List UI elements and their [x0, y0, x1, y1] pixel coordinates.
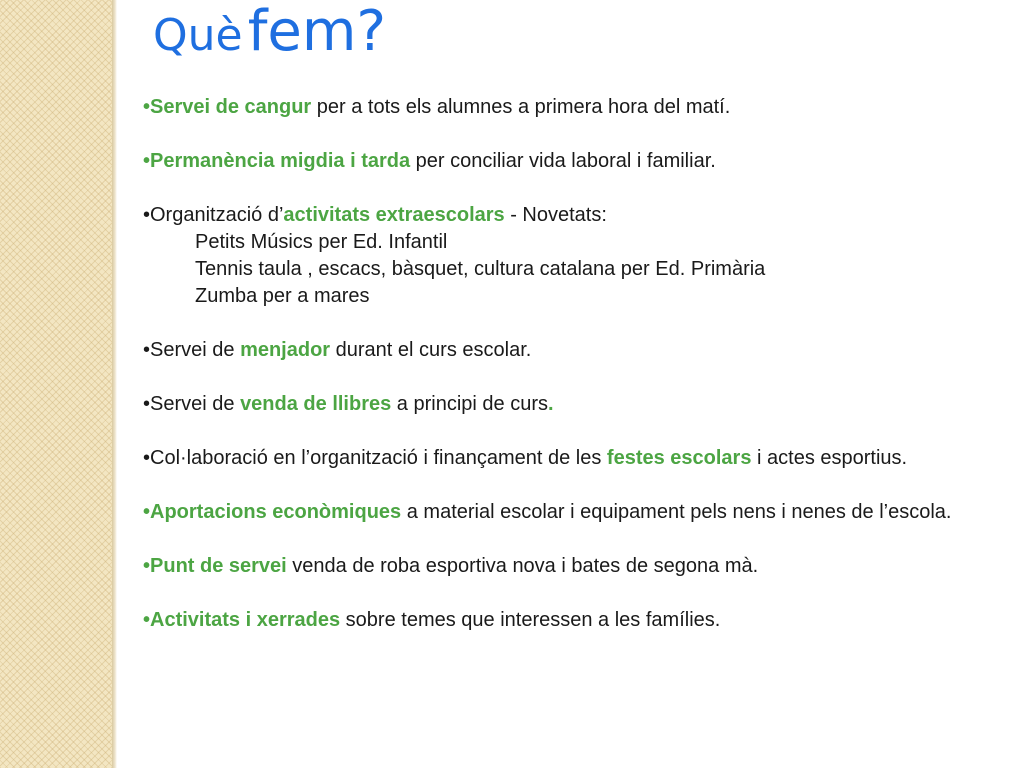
bullet: •	[143, 150, 151, 172]
item-text: •Col·laboració en l’organització i finançament de les	[143, 447, 607, 469]
highlight-text: Permanència migdia i tarda	[150, 150, 411, 172]
bullet: •	[143, 96, 151, 118]
sidebar-edge	[112, 0, 117, 768]
highlight-text: Aportacions econòmiques	[150, 501, 402, 523]
bullet: •	[143, 501, 151, 523]
item-text: per a tots els alumnes a primera hora del matí.	[311, 96, 731, 118]
highlight-text: Punt de servei	[150, 555, 287, 577]
sub-item: Zumba per a mares	[195, 285, 370, 307]
slide-title	[153, 0, 387, 64]
slide-content	[143, 94, 969, 661]
item-text: i actes esportius.	[751, 447, 908, 469]
item-text: venda de roba esportiva nova i bates de segona mà.	[286, 555, 759, 577]
title-part-2: fem?	[247, 0, 387, 64]
highlight-text: Servei de cangur	[150, 96, 312, 118]
list-item-aportacions	[143, 499, 969, 526]
item-text: sobre temes que interessen a les famílies.	[340, 609, 721, 631]
item-text: •Organització d’	[143, 204, 284, 226]
highlight-period: .	[547, 393, 554, 415]
item-text: - Novetats:	[504, 204, 607, 226]
list-item-festes	[143, 445, 969, 472]
list-item-xerrades	[143, 607, 969, 634]
decorative-sidebar	[0, 0, 112, 768]
highlight-text: activitats extraescolars	[283, 204, 505, 226]
list-item-permanencia	[143, 148, 969, 175]
bullet: •	[143, 555, 151, 577]
item-text: durant el curs escolar.	[330, 339, 532, 361]
list-item-punt	[143, 553, 969, 580]
list-item-cangur	[143, 94, 969, 121]
item-text: per conciliar vida laboral i familiar.	[410, 150, 716, 172]
list-item-menjador	[143, 337, 969, 364]
list-item-extraescolars	[143, 202, 969, 310]
item-text: •Servei de	[143, 339, 241, 361]
bullet: •	[143, 609, 151, 631]
item-text: •Servei de	[143, 393, 241, 415]
highlight-text: Activitats i xerrades	[150, 609, 341, 631]
sub-item: Tennis taula , escacs, bàsquet, cultura catalana per Ed. Primària	[195, 258, 766, 280]
list-item-llibres	[143, 391, 969, 418]
highlight-text: venda de llibres	[240, 393, 392, 415]
highlight-text: festes escolars	[606, 447, 752, 469]
highlight-text: menjador	[240, 339, 331, 361]
sub-item: Petits Músics per Ed. Infantil	[195, 231, 448, 253]
title-part-1: Què	[153, 10, 243, 61]
item-text: a material escolar i equipament pels nens i nenes de l’escola.	[401, 501, 952, 523]
item-text: a principi de curs	[391, 393, 548, 415]
